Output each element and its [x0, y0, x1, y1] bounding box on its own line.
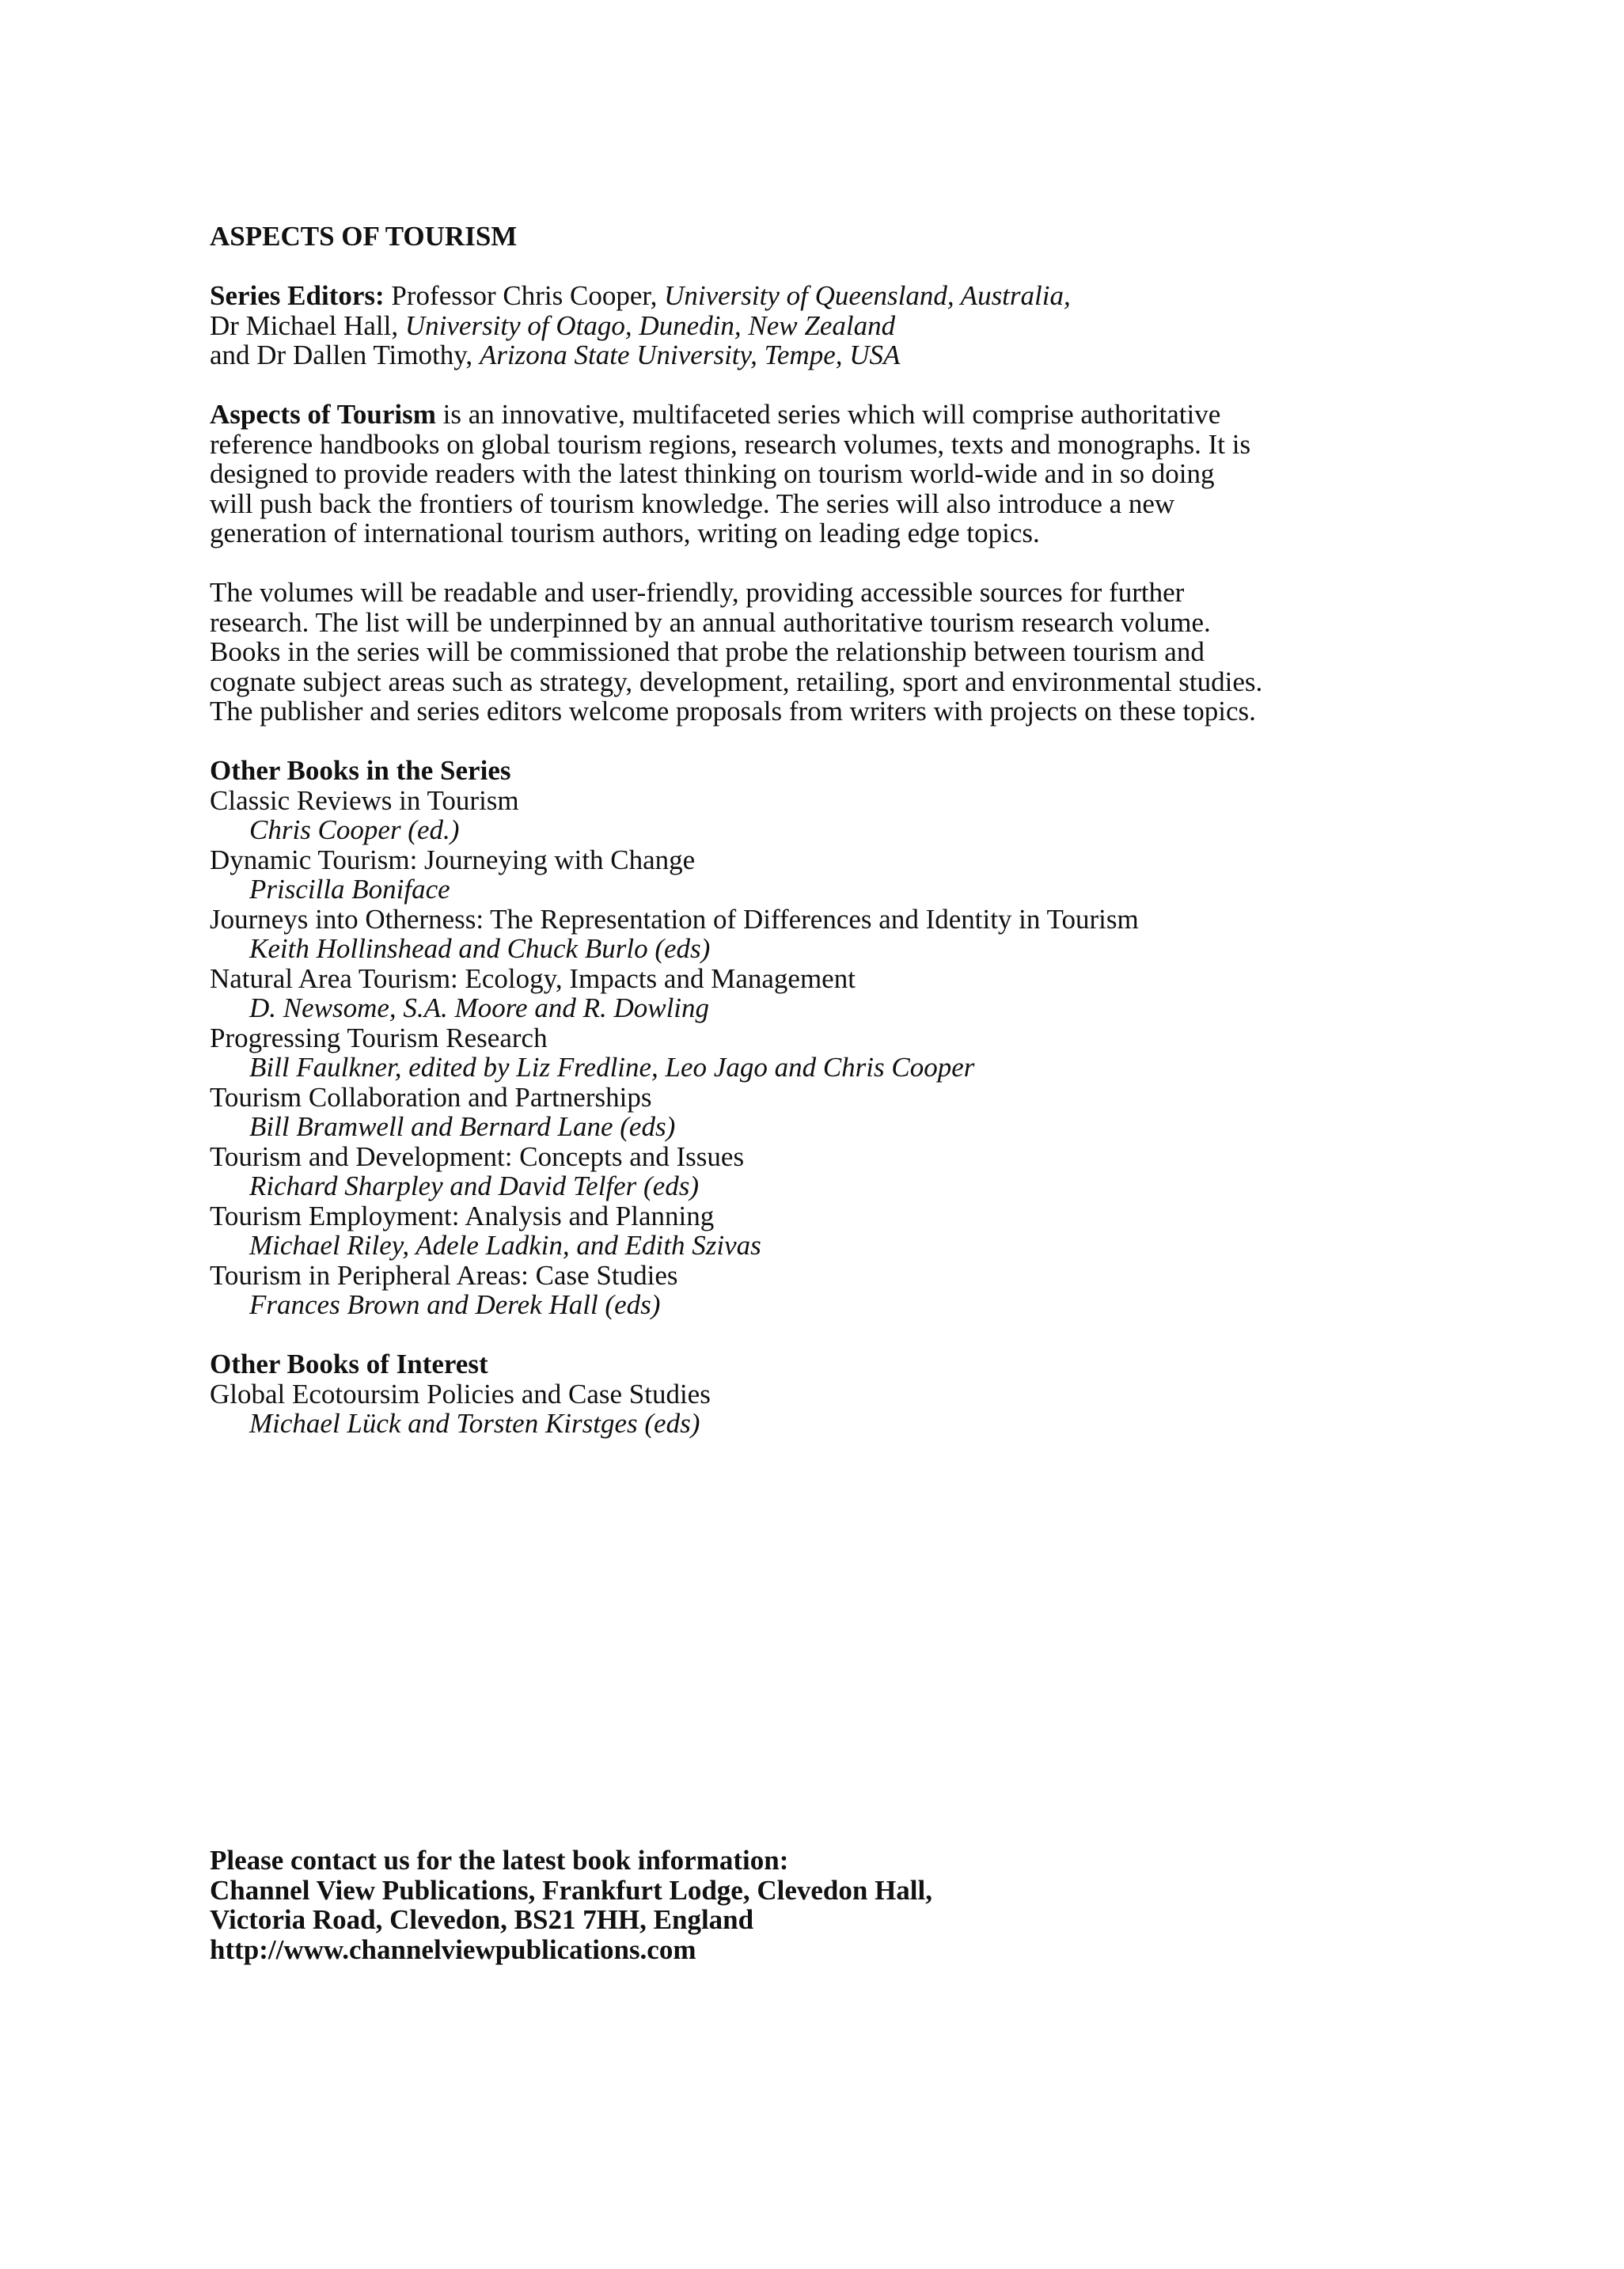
- intro-line-3: designed to provide readers with the latest thinking on tourism world-wide and in so doing: [210, 458, 1215, 489]
- volumes-line-2: research. The list will be underpinned by an annual authoritative tourism research volume.: [210, 606, 1211, 638]
- volumes-line-3: Books in the series will be commissioned that probe the relationship between tourism and: [210, 636, 1205, 667]
- book-author: Bill Faulkner, edited by Liz Fredline, Leo Jago and Chris Cooper: [249, 1052, 975, 1083]
- series-page: [210, 222, 1444, 1439]
- book-author: Keith Hollinshead and Chuck Burlo (eds): [249, 933, 711, 964]
- book-author: Chris Cooper (ed.): [249, 814, 460, 845]
- other-books-section: [210, 756, 1444, 1320]
- contact-block: [210, 1846, 1444, 1964]
- book-title: Tourism in Peripheral Areas: Case Studies: [210, 1259, 678, 1291]
- publisher-website: http://www.channelviewpublications.com: [210, 1933, 696, 1965]
- book-author: Frances Brown and Derek Hall (eds): [249, 1289, 661, 1320]
- intro-line-1: [210, 400, 1444, 430]
- volumes-line-1: The volumes will be readable and user-friendly, providing accessible sources for further: [210, 577, 1185, 608]
- editor-affiliation-3: Arizona State University, Tempe, USA: [479, 340, 901, 370]
- book-author: D. Newsome, S.A. Moore and R. Dowling: [249, 992, 710, 1023]
- editors-label: Series Editors:: [210, 280, 385, 311]
- book-title: Dynamic Tourism: Journeying with Change: [210, 844, 696, 875]
- other-books-heading: Other Books in the Series: [210, 755, 511, 786]
- intro-line-4: will push back the frontiers of tourism knowledge. The series will also introduce a new: [210, 488, 1175, 519]
- book-title: Tourism Employment: Analysis and Planning: [210, 1200, 715, 1231]
- series-editors: [210, 281, 1444, 370]
- editors-line-2: [210, 311, 1444, 341]
- book-author: Michael Riley, Adele Ladkin, and Edith Szivas: [249, 1230, 761, 1261]
- book-author: Michael Lück and Torsten Kirstges (eds): [249, 1408, 700, 1439]
- editors-line-1: [210, 281, 1444, 311]
- books-of-interest-heading: Other Books of Interest: [210, 1349, 488, 1379]
- contact-line-1: Please contact us for the latest book information:: [210, 1845, 789, 1876]
- book-author: Richard Sharpley and David Telfer (eds): [249, 1171, 700, 1201]
- book-author: Priscilla Boniface: [249, 874, 450, 905]
- book-title: Classic Reviews in Tourism: [210, 784, 519, 816]
- intro-lead: Aspects of Tourism: [210, 399, 436, 430]
- book-title: Global Ecotoursim Policies and Case Studies: [210, 1378, 711, 1410]
- book-title: Tourism and Development: Concepts and Issues: [210, 1140, 745, 1172]
- book-title: Journeys into Otherness: The Representation of Differences and Identity in Tourism: [210, 903, 1139, 935]
- book-title: Progressing Tourism Research: [210, 1022, 548, 1053]
- intro-line-5: generation of international tourism authors, writing on leading edge topics.: [210, 518, 1040, 548]
- editors-line-3: [210, 340, 1444, 370]
- volumes-paragraph: [210, 578, 1444, 727]
- intro-paragraph: [210, 400, 1444, 548]
- editor-name-2: Dr Michael Hall,: [210, 309, 405, 341]
- editor-name-1: Professor Chris Cooper,: [384, 280, 665, 311]
- publisher-address-line-2: Victoria Road, Clevedon, BS21 7HH, England: [210, 1904, 754, 1935]
- publisher-address-line-1: Channel View Publications, Frankfurt Lodge, Clevedon Hall,: [210, 1874, 932, 1906]
- books-of-interest-section: [210, 1349, 1444, 1439]
- intro-line-1-text: is an innovative, multifaceted series which will comprise authoritative: [435, 399, 1221, 430]
- book-author: Bill Bramwell and Bernard Lane (eds): [249, 1111, 676, 1142]
- book-title: Tourism Collaboration and Partnerships: [210, 1081, 652, 1113]
- volumes-line-5: The publisher and series editors welcome proposals from writers with projects on these topics.: [210, 696, 1256, 727]
- volumes-line-4: cognate subject areas such as strategy, development, retailing, sport and environmental studies.: [210, 666, 1263, 697]
- series-title: ASPECTS OF TOURISM: [210, 221, 518, 252]
- editor-name-3: and Dr Dallen Timothy,: [210, 340, 480, 370]
- editor-affiliation-1: University of Queensland, Australia,: [664, 280, 1071, 311]
- intro-line-2: reference handbooks on global tourism regions, research volumes, texts and monographs. It is: [210, 428, 1251, 460]
- editor-affiliation-2: University of Otago, Dunedin, New Zealand: [404, 309, 896, 341]
- book-title: Natural Area Tourism: Ecology, Impacts and Management: [210, 962, 856, 994]
